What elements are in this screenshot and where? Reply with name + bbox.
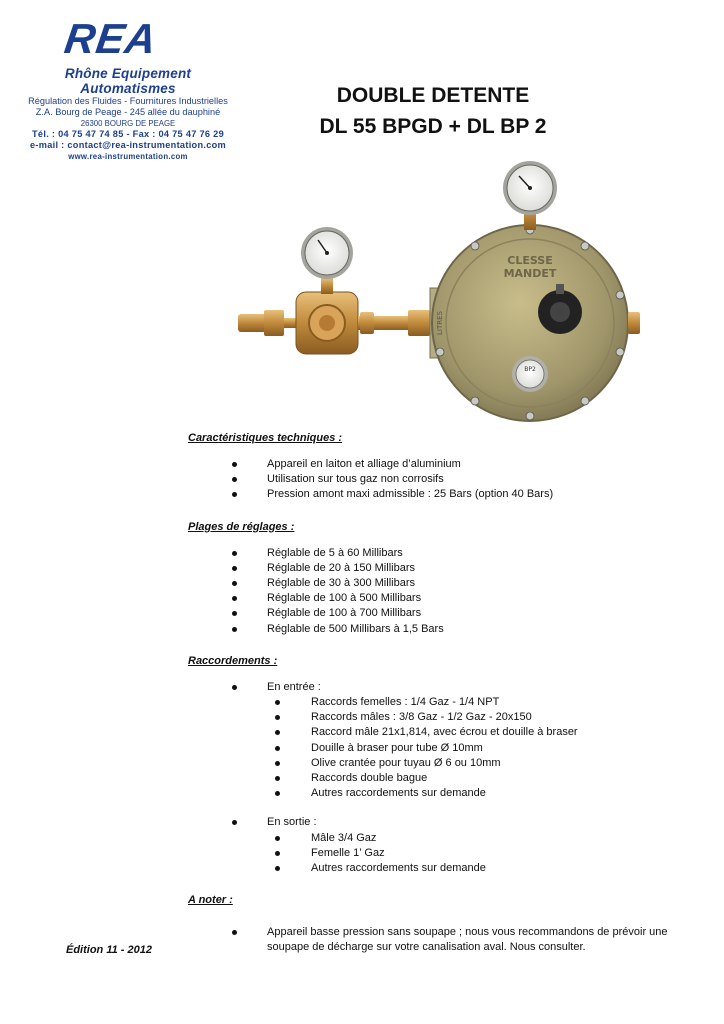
title-line1: DOUBLE DETENTE xyxy=(336,84,530,107)
list-caracteristiques xyxy=(188,457,688,503)
list-item-entree xyxy=(188,680,688,816)
regulator-brand-line2: MANDET xyxy=(503,267,557,280)
list-item: Pression amont maxi admissible : 25 Bars (option 40 Bars) xyxy=(188,487,688,502)
list-item: Raccords mâles : 3/8 Gaz - 1/2 Gaz - 20x150 xyxy=(267,710,688,725)
bp2-gauge-label: BP2 xyxy=(524,366,536,373)
sortie-label: En sortie : xyxy=(267,816,317,829)
heading-a-noter: A noter : xyxy=(188,894,233,907)
document-body xyxy=(188,432,688,956)
list-plages xyxy=(188,546,688,637)
company-website: www.rea-instrumentation.com xyxy=(68,152,188,161)
regulator-side-label: LITRES xyxy=(436,311,444,335)
list-item: Réglable de 5 à 60 Millibars xyxy=(188,546,688,561)
list-item: Réglable de 100 à 700 Millibars xyxy=(188,606,688,621)
list-item: Douille à braser pour tube Ø 10mm xyxy=(267,741,688,756)
list-item: Raccords double bague xyxy=(267,771,688,786)
list-item: Réglable de 100 à 500 Millibars xyxy=(188,591,688,606)
title-line2: DL 55 BPGD + DL BP 2 xyxy=(319,115,547,138)
list-entree xyxy=(267,695,688,801)
company-address-line2: 26300 BOURG DE PEAGE xyxy=(80,119,176,128)
list-item: Réglable de 20 à 150 Millibars xyxy=(188,561,688,576)
list-item: Appareil en laiton et alliage d’aluminium xyxy=(188,457,688,472)
heading-raccordements: Raccordements : xyxy=(188,654,278,667)
company-header xyxy=(18,15,238,162)
product-image xyxy=(230,160,640,425)
list-item: Mâle 3/4 Gaz xyxy=(267,831,688,846)
heading-caracteristiques: Caractéristiques techniques : xyxy=(188,432,343,444)
heading-plages: Plages de réglages : xyxy=(188,520,295,533)
list-item: Olive crantée pour tuyau Ø 6 ou 10mm xyxy=(267,756,688,771)
company-email: e-mail : contact@rea-instrumentation.com xyxy=(29,140,227,150)
company-phone: Tél. : 04 75 47 74 85 - Fax : 04 75 47 76 29 xyxy=(32,129,224,139)
list-item: Appareil basse pression sans soupape ; nous vous recommandons de prévoir une soupape de décharge sur votre canalisation aval. Nous consulter. xyxy=(188,925,688,955)
list-sortie xyxy=(267,831,688,877)
list-item: Réglable de 500 Millibars à 1,5 Bars xyxy=(188,622,688,637)
regulator-brand-line1: CLESSE xyxy=(507,254,553,267)
list-a-noter xyxy=(188,925,688,955)
list-item: Utilisation sur tous gaz non corrosifs xyxy=(188,472,688,487)
document-title xyxy=(300,80,566,142)
company-logo: REA xyxy=(61,15,161,62)
list-item: Raccords femelles : 1/4 Gaz - 1/4 NPT xyxy=(267,695,688,710)
company-tagline: Régulation des Fluides - Fournitures Industrielles xyxy=(28,96,228,106)
inlet-fitting xyxy=(238,314,266,332)
outlet-fitting xyxy=(628,312,640,334)
list-raccordements xyxy=(188,680,688,876)
list-item: Autres raccordements sur demande xyxy=(267,786,688,801)
list-item: Femelle 1’ Gaz xyxy=(267,846,688,861)
list-item: Réglable de 30 à 300 Millibars xyxy=(188,576,688,591)
company-address-line1: Z.A. Bourg de Peage - 245 allée du dauphiné xyxy=(35,107,221,117)
company-name: Rhône Equipement Automatismes xyxy=(64,66,192,96)
list-item-sortie xyxy=(188,815,688,876)
entree-label: En entrée : xyxy=(267,680,321,693)
list-item: Raccord mâle 21x1,814, avec écrou et douille à braser xyxy=(267,725,688,740)
list-item: Autres raccordements sur demande xyxy=(267,861,688,876)
edition-label: Édition 11 - 2012 xyxy=(66,944,152,956)
